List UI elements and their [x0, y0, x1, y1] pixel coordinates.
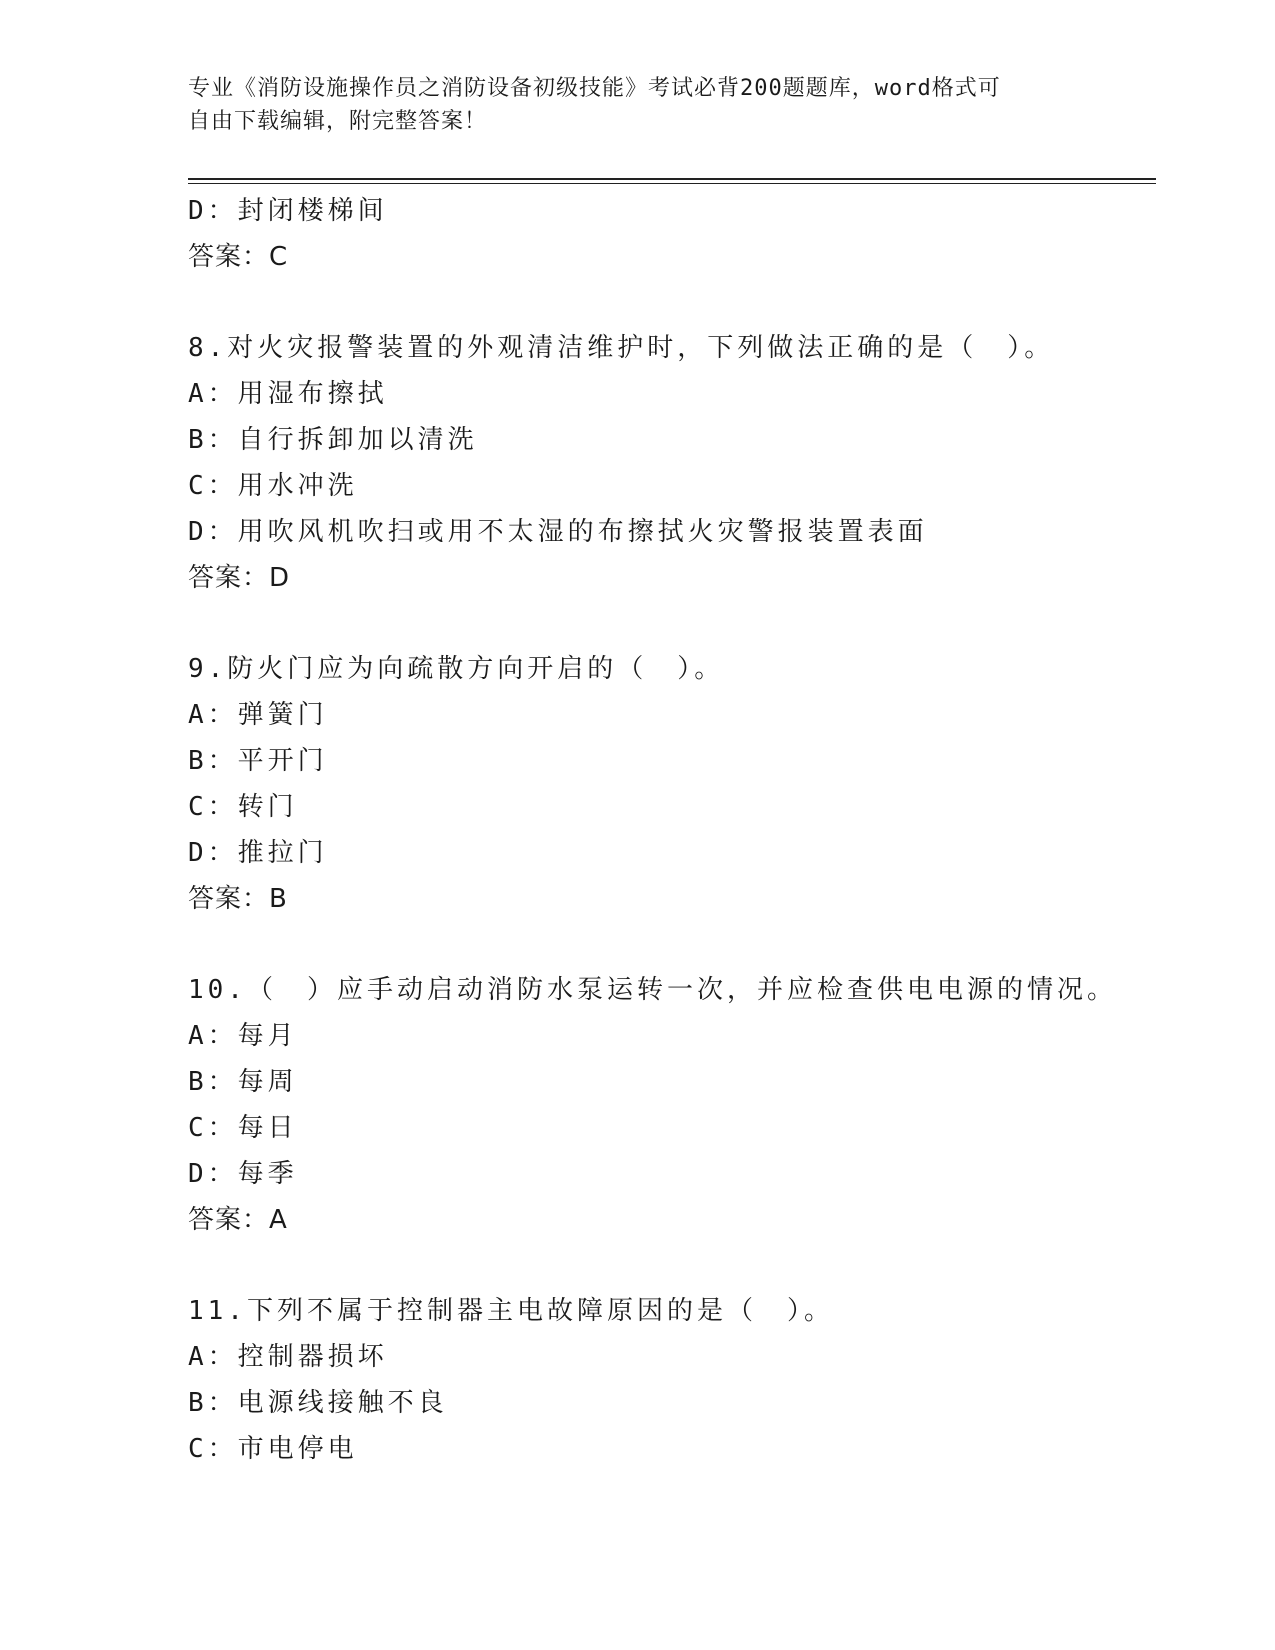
answer-line: 答案：C — [188, 242, 289, 272]
option-d: D：用吹风机吹扫或用不太湿的布擦拭火灾警报装置表面 — [188, 517, 928, 547]
option-d: D：每季 — [188, 1159, 298, 1189]
answer-line: 答案：B — [188, 884, 288, 914]
option-a: A：控制器损坏 — [188, 1342, 388, 1372]
header-divider-thin — [188, 183, 1156, 184]
header-line-1: 专业《消防设施操作员之消防设备初级技能》考试必背200题题库，word格式可 — [188, 76, 1001, 101]
header-divider-thick — [188, 178, 1156, 180]
option-d: D：封闭楼梯间 — [188, 196, 388, 226]
option-b: B：平开门 — [188, 746, 328, 776]
answer-line: 答案：A — [188, 1205, 288, 1235]
question-stem: 9.防火门应为向疏散方向开启的（ ）。 — [188, 654, 725, 684]
question-block-7 — [188, 188, 1156, 280]
option-d: D：推拉门 — [188, 838, 328, 868]
question-block-11 — [188, 1288, 1156, 1472]
answer-line: 答案：D — [188, 563, 291, 593]
question-block-8 — [188, 325, 1156, 601]
question-stem: 11.下列不属于控制器主电故障原因的是（ ）。 — [188, 1296, 834, 1326]
option-c: C：市电停电 — [188, 1434, 358, 1464]
option-b: B：自行拆卸加以清洗 — [188, 425, 478, 455]
question-list — [188, 188, 1156, 1472]
document-header — [188, 72, 1088, 138]
header-line-2: 自由下载编辑，附完整答案！ — [188, 109, 488, 134]
question-block-9 — [188, 646, 1156, 922]
option-c: C：转门 — [188, 792, 298, 822]
option-a: A：用湿布擦拭 — [188, 379, 388, 409]
question-stem: 8.对火灾报警装置的外观清洁维护时，下列做法正确的是（ ）。 — [188, 333, 1055, 363]
option-c: C：用水冲洗 — [188, 471, 358, 501]
option-a: A：每月 — [188, 1021, 298, 1051]
option-b: B：每周 — [188, 1067, 298, 1097]
option-c: C：每日 — [188, 1113, 298, 1143]
option-a: A：弹簧门 — [188, 700, 328, 730]
question-stem: 10.（ ）应手动启动消防水泵运转一次，并应检查供电电源的情况。 — [188, 975, 1117, 1005]
question-block-10 — [188, 967, 1156, 1243]
option-b: B：电源线接触不良 — [188, 1388, 448, 1418]
